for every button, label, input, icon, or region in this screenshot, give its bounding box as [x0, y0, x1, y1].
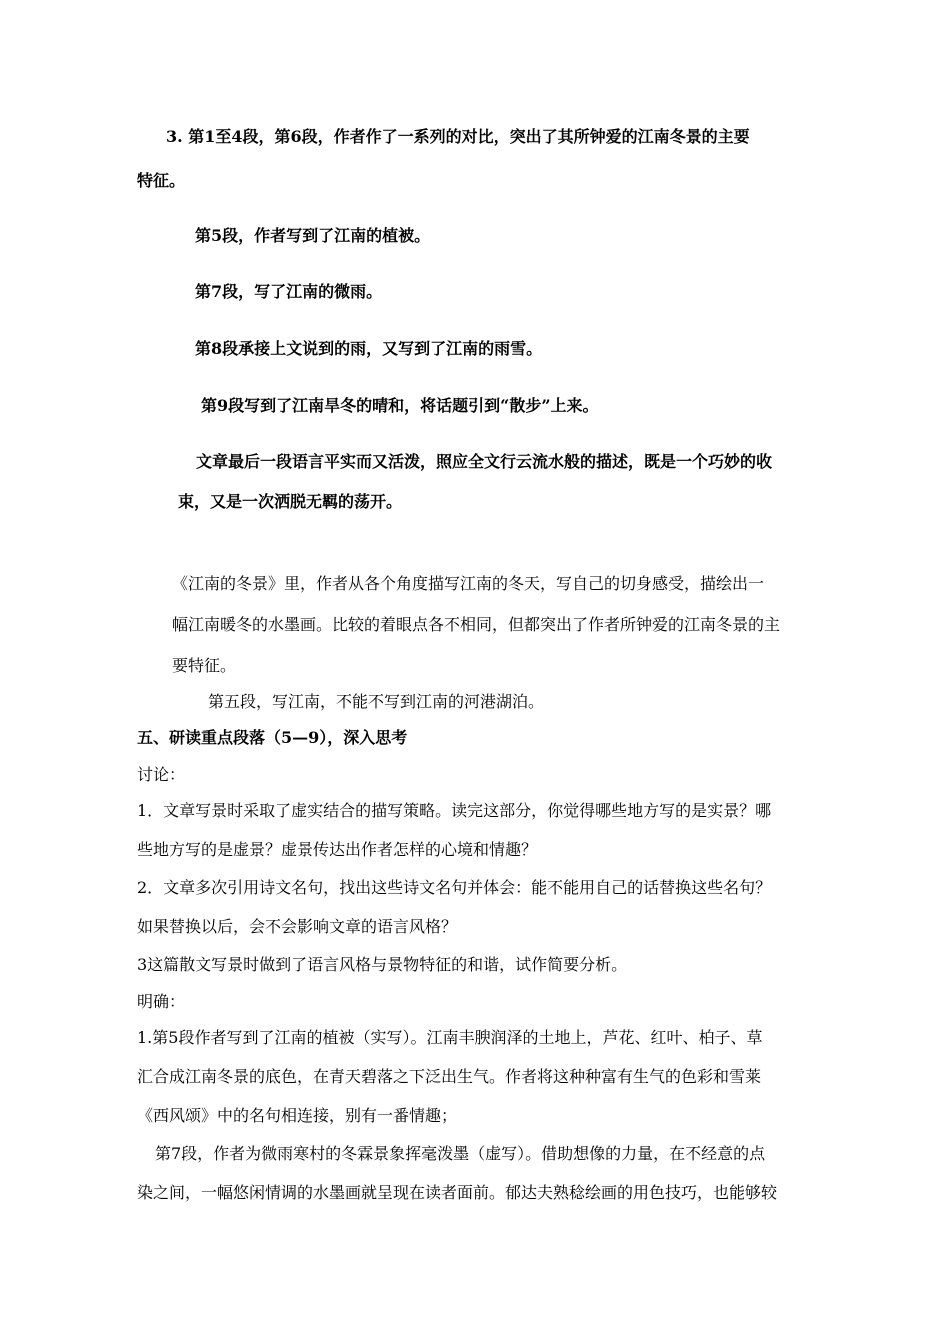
- para9-note: 第9段写到了江南旱冬的晴和，将话题引到“散步”上来。: [201, 396, 599, 415]
- para5-note: 第5段，作者写到了江南的植被。: [195, 226, 431, 245]
- summary-line1: 《江南的冬景》里，作者从各个角度描写江南的冬天，写自己的切身感受，描绘出一: [172, 574, 765, 593]
- last-para-line1: 文章最后一段语言平实而又活泼，照应全文行云流水般的描述，既是一个巧妙的收: [196, 452, 773, 471]
- section-heading: 五、研读重点段落（5—9），深入思考: [137, 728, 408, 747]
- summary-line3: 要特征。: [172, 656, 237, 675]
- answer1-line3: 《西风颂》中的名句相连接，别有一番情趣；: [137, 1106, 458, 1125]
- para7-note: 第7段，写了江南的微雨。: [195, 282, 383, 301]
- question2-line1: 2．文章多次引用诗文名句，找出这些诗文名句并体会：能不能用自己的话替换这些名句？: [137, 878, 772, 897]
- answer-label: 明确：: [137, 992, 186, 1011]
- question3: 3这篇散文写景时做到了语言风格与景物特征的和谐，试作简要分析。: [137, 955, 628, 974]
- item3-line1: 3. 第1至4段，第6段，作者作了一系列的对比，突出了其所钟爱的江南冬景的主要: [166, 127, 750, 146]
- last-para-line2: 束，又是一次洒脱无羁的荡开。: [178, 492, 403, 511]
- summary-line4: 第五段，写江南，不能不写到江南的河港湖泊。: [208, 692, 545, 711]
- answer2-line1: 第7段，作者为微雨寒村的冬霖景象挥毫泼墨（虚写）。借助想像的力量，在不经意的点: [155, 1144, 766, 1163]
- para8-note: 第8段承接上文说到的雨，又写到了江南的雨雪。: [195, 339, 543, 358]
- question1-line1: 1．文章写景时采取了虚实结合的描写策略。读完这部分，你觉得哪些地方写的是实景？哪: [137, 801, 772, 820]
- question2-line2: 如果替换以后，会不会影响文章的语言风格？: [137, 917, 458, 936]
- item3-line2: 特征。: [137, 171, 186, 190]
- answer2-line2: 染之间，一幅悠闲情调的水墨画就呈现在读者面前。郁达夫熟稔绘画的用色技巧，也能够较: [137, 1183, 778, 1202]
- question1-line2: 些地方写的是虚景？虚景传达出作者怎样的心境和情趣？: [137, 840, 538, 859]
- answer1-line1: 1.第5段作者写到了江南的植被（实写）。江南丰腴润泽的土地上，芦花、红叶、柏子、草: [137, 1028, 763, 1047]
- summary-line2: 幅江南暖冬的水墨画。比较的着眼点各不相同，但都突出了作者所钟爱的江南冬景的主: [172, 615, 781, 634]
- discuss-label: 讨论：: [137, 765, 186, 784]
- answer1-line2: 汇合成江南冬景的底色，在青天碧落之下泛出生气。作者将这种种富有生气的色彩和雪莱: [137, 1067, 762, 1086]
